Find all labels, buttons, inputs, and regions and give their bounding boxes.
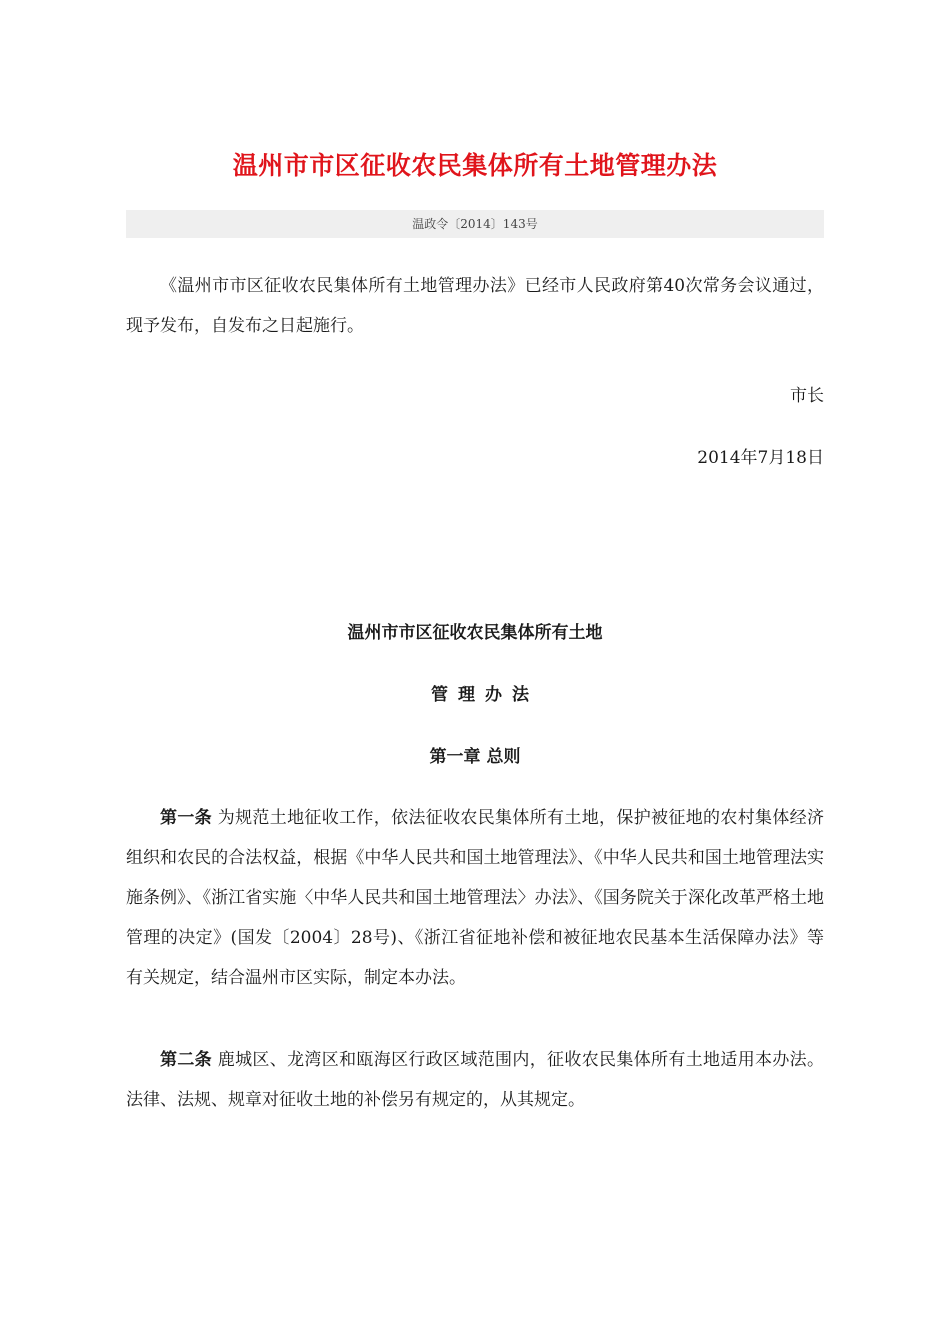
chapter-heading: 第一章 总则 xyxy=(429,747,521,767)
doc-number-bar xyxy=(126,210,824,238)
doc-number: 温政令〔2014〕143号 xyxy=(412,217,538,231)
intro-paragraph: 《温州市市区征收农民集体所有土地管理办法》已经市人民政府第40次常务会议通过，现予发布，自发布之日起施行。 xyxy=(126,276,824,336)
sub-title-line-2: 管理办法 xyxy=(431,685,539,705)
article-1 xyxy=(126,798,824,998)
article-1-text: 为规范土地征收工作，依法征收农民集体所有土地，保护被征地的农村集体经济组织和农民的合法权益，根据《中华人民共和国土地管理法》、《中华人民共和国土地管理法实施条例》、《浙江省实施〈中华人民共和国土地管理法〉办法》、《国务院关于深化改革严格土地管理的决定》(国发〔2004〕28号)、《浙江省征地补偿和被征地农民基本生活保障办法》等有关规定，结合温州市区实际，制定本办法。 xyxy=(126,808,825,988)
sub-title-line-1: 温州市市区征收农民集体所有土地 xyxy=(347,623,603,643)
date: 2014年7月18日 xyxy=(697,448,824,468)
article-1-label: 第一条 xyxy=(160,808,212,828)
article-2 xyxy=(126,1040,824,1120)
document-title: 温州市市区征收农民集体所有土地管理办法 xyxy=(232,151,718,180)
article-2-text: 鹿城区、龙湾区和瓯海区行政区域范围内，征收农民集体所有土地适用本办法。法律、法规、规章对征收土地的补偿另有规定的，从其规定。 xyxy=(126,1050,825,1110)
article-2-label: 第二条 xyxy=(160,1050,212,1070)
signature: 市长 xyxy=(790,386,824,406)
